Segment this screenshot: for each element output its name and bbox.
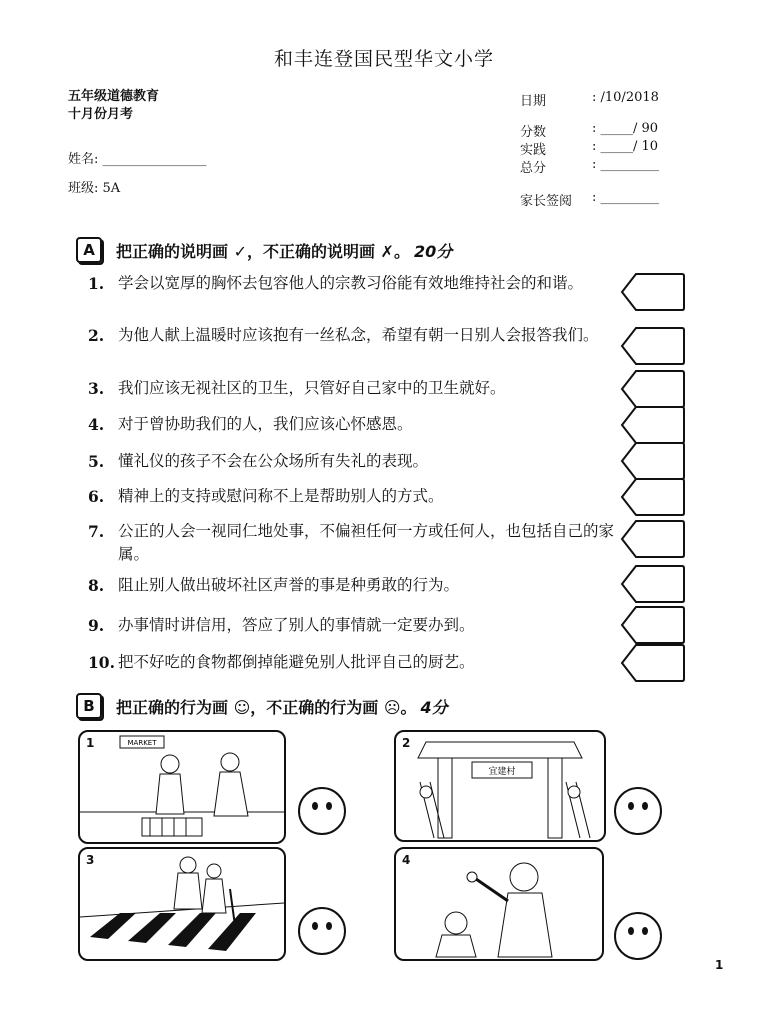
class-label: 班级: 5A (68, 181, 121, 196)
question-number: 5. (88, 452, 105, 471)
question-number: 9. (88, 616, 105, 635)
question-7 (88, 520, 618, 566)
question-number: 10. (88, 653, 115, 672)
answer-box-4[interactable] (620, 405, 686, 445)
question-4 (88, 413, 618, 436)
section-b-instruction: 把正确的行为画 ☺，不正确的行为画 ☹。 (116, 697, 417, 717)
question-3 (88, 377, 618, 400)
section-a-instruction: 把正确的说明画 ✓，不正确的说明画 ✗。 (116, 241, 410, 261)
face-answer-icon-4[interactable] (614, 912, 662, 960)
score-value: : _____/ 90 (592, 121, 659, 136)
question-text: 对于曾协助我们的人，我们应该心怀感恩。 (118, 415, 413, 433)
school-title: 和丰连登国民型华文小学 (273, 48, 494, 70)
answer-box-3[interactable] (620, 369, 686, 409)
name-field[interactable]: 姓名: ________________ (68, 152, 207, 167)
village-sign: 宜建村 (488, 767, 516, 777)
picture-4-angry-man (394, 847, 604, 961)
question-5 (88, 450, 618, 473)
practice-label: 实践 (520, 143, 547, 158)
picture-number: 3 (86, 853, 95, 867)
question-number: 1. (88, 274, 105, 293)
answer-box-5[interactable] (620, 441, 686, 481)
section-a-heading (76, 237, 452, 263)
question-text: 公正的人会一视同仁地处事，不偏袒任何一方或任何人，也包括自己的家属。 (118, 522, 615, 563)
face-answer-icon-2[interactable] (614, 787, 662, 835)
section-b-heading (76, 693, 448, 719)
parent-signature-label: 家长签阅 (520, 194, 573, 209)
question-number: 6. (88, 487, 105, 506)
grade-subject: 五年级道德教育 (68, 89, 160, 104)
picture-1-market-quarrel (78, 730, 286, 844)
question-1 (88, 272, 618, 295)
answer-box-1[interactable] (620, 272, 686, 312)
picture-2-village-gate (394, 730, 606, 842)
question-text: 我们应该无视社区的卫生，只管好自己家中的卫生就好。 (118, 379, 506, 397)
question-text: 办事情时讲信用，答应了别人的事情就一定要办到。 (118, 616, 475, 634)
answer-box-7[interactable] (620, 519, 686, 559)
answer-box-9[interactable] (620, 605, 686, 645)
question-text: 懂礼仪的孩子不会在公众场所有失礼的表现。 (118, 452, 429, 470)
section-b-marks: 4分 (420, 697, 448, 717)
picture-3-helping-elderly (78, 847, 286, 961)
answer-box-10[interactable] (620, 643, 686, 683)
question-number: 3. (88, 379, 105, 398)
question-6 (88, 485, 618, 508)
angry-man-illustration (396, 849, 602, 959)
total-label: 总分 (520, 161, 547, 176)
exam-title: 十月份月考 (68, 107, 134, 122)
question-number: 7. (88, 522, 105, 541)
face-answer-icon-1[interactable] (298, 787, 346, 835)
question-9 (88, 614, 618, 637)
parent-signature-value: : _________ (592, 190, 660, 205)
date-value: : /10/2018 (592, 90, 659, 105)
market-sign: MARKET (127, 739, 157, 747)
answer-box-6[interactable] (620, 477, 686, 517)
picture-number: 1 (86, 736, 95, 750)
question-number: 2. (88, 326, 105, 345)
section-a-marks: 20分 (413, 241, 453, 261)
date-label: 日期 (520, 94, 547, 109)
face-answer-icon-3[interactable] (298, 907, 346, 955)
practice-value: : _____/ 10 (592, 139, 659, 154)
answer-box-8[interactable] (620, 564, 686, 604)
section-a-letter: A (76, 237, 102, 263)
answer-box-2[interactable] (620, 326, 686, 366)
question-2 (88, 324, 618, 347)
total-value: : _________ (592, 157, 660, 172)
picture-number: 2 (402, 736, 411, 750)
picture-number: 4 (402, 853, 411, 867)
village-gate-illustration (396, 732, 604, 840)
question-number: 8. (88, 576, 105, 595)
question-10 (88, 651, 618, 674)
page-number: 1 (715, 958, 724, 972)
question-text: 把不好吃的食物都倒掉能避免别人批评自己的厨艺。 (118, 653, 475, 671)
question-text: 学会以宽厚的胸怀去包容他人的宗教习俗能有效地维持社会的和谐。 (118, 274, 584, 292)
score-label: 分数 (520, 125, 547, 140)
section-b-letter: B (76, 693, 102, 719)
crosswalk-illustration (80, 849, 284, 959)
question-text: 精神上的支持或慰问称不上是帮助别人的方式。 (118, 487, 444, 505)
question-number: 4. (88, 415, 105, 434)
question-text: 为他人献上温暖时应该抱有一丝私念，希望有朝一日别人会报答我们。 (118, 326, 599, 344)
question-text: 阻止别人做出破坏社区声誉的事是种勇敢的行为。 (118, 576, 460, 594)
market-illustration (80, 732, 284, 842)
question-8 (88, 574, 618, 597)
